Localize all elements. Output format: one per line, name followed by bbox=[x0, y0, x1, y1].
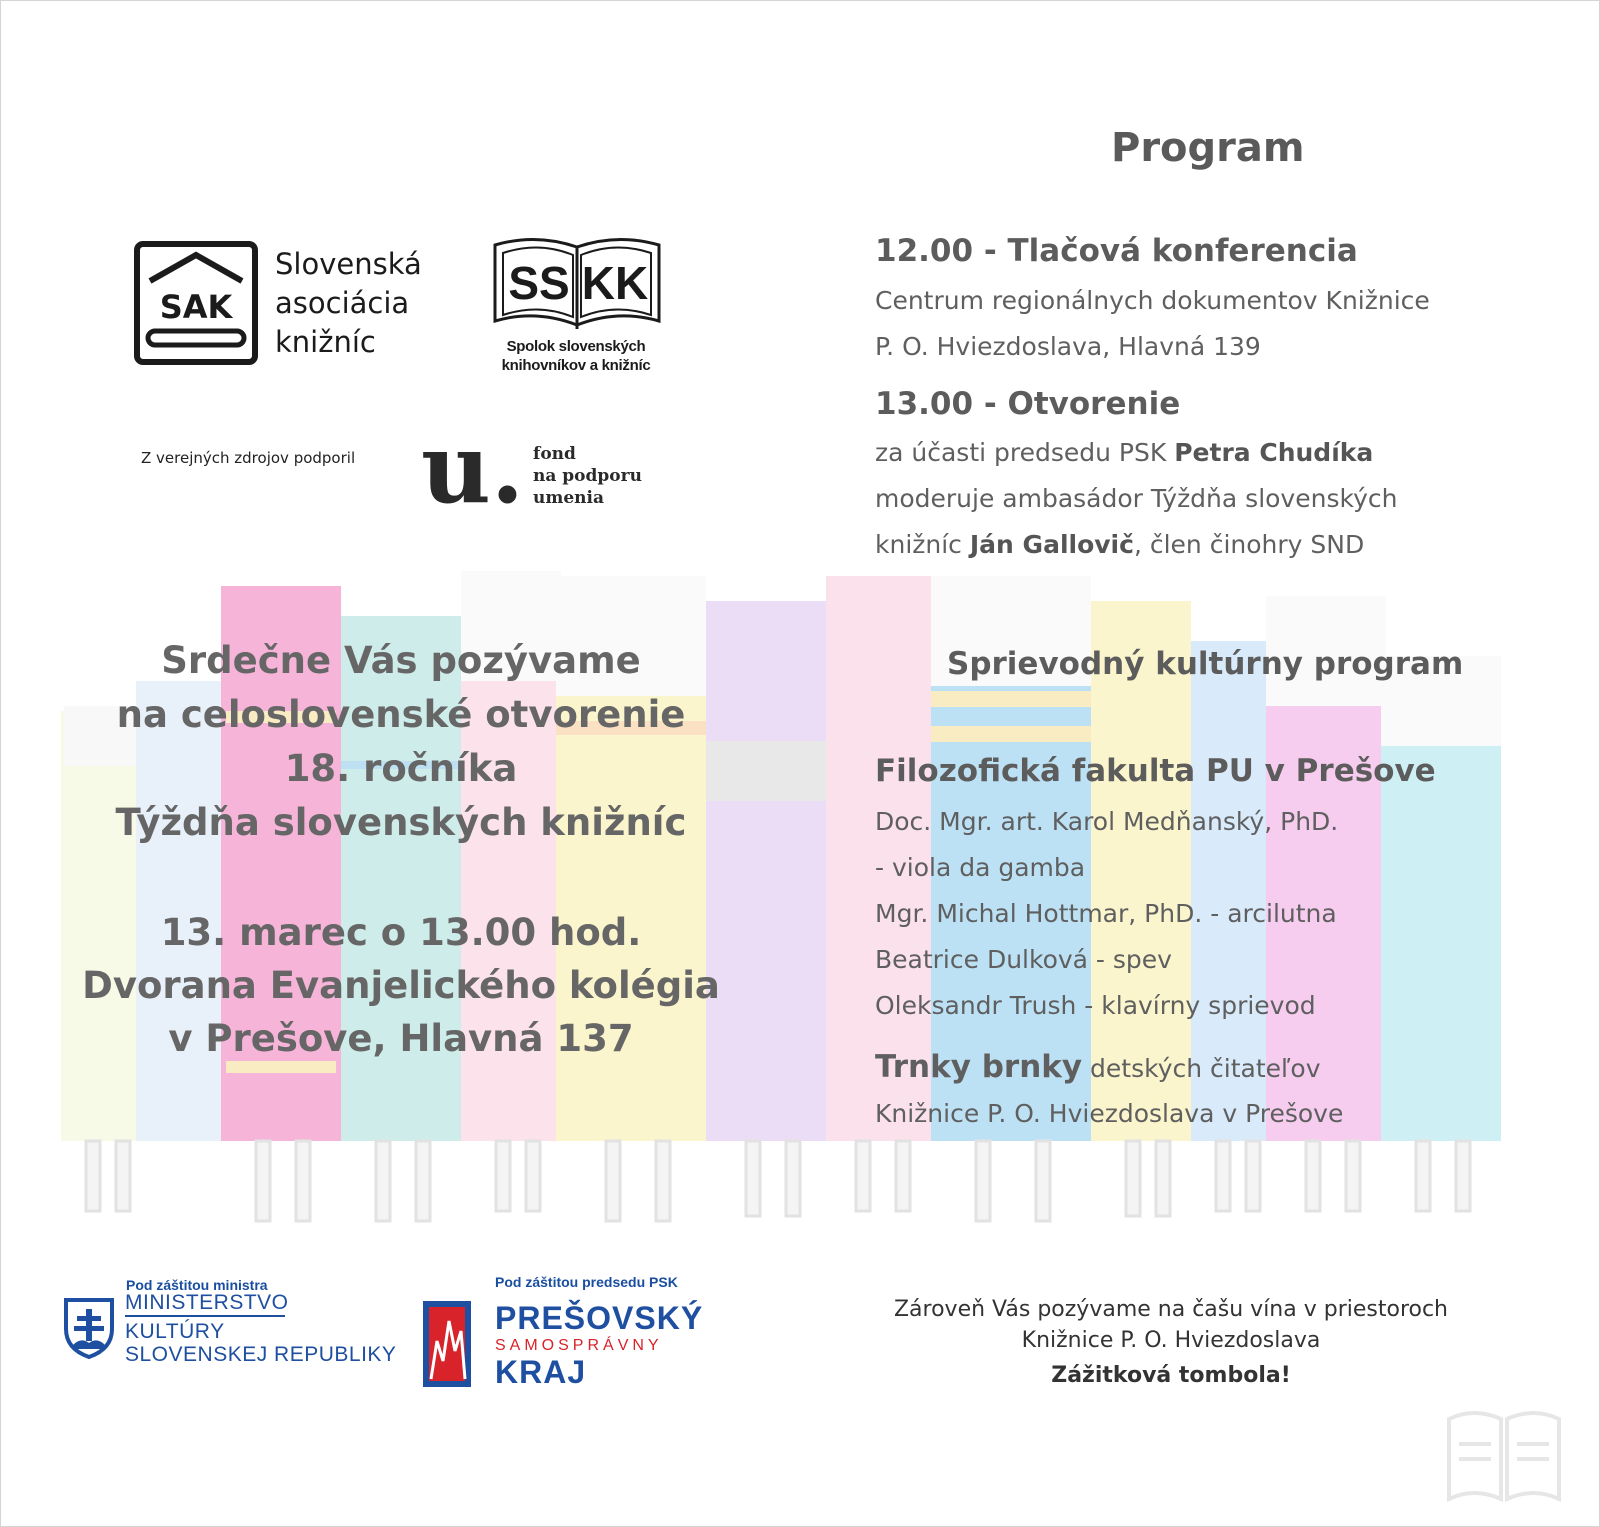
sak-house-icon bbox=[134, 241, 258, 365]
program-title: Program bbox=[1111, 125, 1305, 171]
ministry-name bbox=[125, 1291, 396, 1366]
performer-line: - viola da gamba bbox=[875, 853, 1086, 882]
event-venue: Dvorana Evanjelického kolégia bbox=[82, 964, 720, 1007]
event-venue: v Prešove, Hlavná 137 bbox=[168, 1017, 634, 1060]
invitation-line: na celoslovenské otvorenie bbox=[116, 693, 686, 736]
host-name: Ján Gallovič bbox=[969, 530, 1134, 559]
slovak-coat-of-arms-icon bbox=[63, 1297, 115, 1359]
invitation-line: Týždňa slovenských knižníc bbox=[115, 801, 687, 844]
psk-name-line: KRAJ bbox=[495, 1354, 587, 1390]
children-group-line bbox=[875, 1049, 1321, 1085]
psk-name bbox=[495, 1300, 704, 1390]
library-line: Knižnice P. O. Hviezdoslava v Prešove bbox=[875, 1099, 1344, 1128]
ministry-name-line: SLOVENSKEJ REPUBLIKY bbox=[125, 1343, 397, 1366]
program-item-opening-heading: 13.00 - Otvorenie bbox=[875, 386, 1181, 422]
program-item-press-line: P. O. Hviezdoslava, Hlavná 139 bbox=[875, 332, 1261, 361]
sak-mark-text: SAK bbox=[159, 288, 233, 326]
accompanying-title: Sprievodný kultúrny program bbox=[947, 646, 1464, 682]
event-date: 13. marec o 13.00 hod. bbox=[160, 911, 642, 954]
sskk-logo bbox=[491, 233, 681, 383]
closing-line: Zároveň Vás pozývame na čašu vína v priestoroch bbox=[893, 1297, 1449, 1322]
program-item-press-line: Centrum regionálnych dokumentov Knižnice bbox=[875, 286, 1430, 315]
fpu-mark: u. bbox=[421, 412, 525, 525]
text-fragment: detských čitateľov bbox=[1082, 1054, 1321, 1083]
program-item-press-heading: 12.00 - Tlačová konferencia bbox=[875, 233, 1358, 269]
performer-line: Doc. Mgr. art. Karol Medňanský, PhD. bbox=[875, 807, 1339, 836]
psk-name-line: SAMOSPRÁVNY bbox=[495, 1337, 663, 1354]
book-legs bbox=[86, 1141, 1470, 1221]
faculty-heading: Filozofická fakulta PU v Prešove bbox=[875, 753, 1436, 789]
psk-name-line: PREŠOVSKÝ bbox=[495, 1300, 704, 1336]
sskk-mark-left: SS bbox=[508, 257, 570, 309]
chairman-name: Petra Chudíka bbox=[1174, 438, 1374, 467]
sskk-caption-line: Spolok slovenských bbox=[506, 338, 646, 355]
program-item-opening-line: moderuje ambasádor Týždňa slovenských bbox=[875, 484, 1398, 513]
sskk-caption-line: knihovníkov a knižníc bbox=[501, 357, 651, 374]
sak-logo bbox=[134, 241, 439, 371]
performer-line: Oleksandr Trush - klavírny sprievod bbox=[875, 991, 1316, 1020]
children-group-name: Trnky brnky bbox=[875, 1049, 1083, 1085]
fpu-name-line: fond bbox=[533, 444, 576, 464]
closing-line: Knižnice P. O. Hviezdoslava bbox=[1021, 1328, 1321, 1353]
watermark-book-icon bbox=[1439, 1399, 1569, 1509]
ministry-name-line: MINISTERSTVO bbox=[125, 1291, 289, 1314]
sak-name-line: Slovenská bbox=[275, 247, 422, 281]
sak-name-line: asociácia bbox=[275, 286, 410, 320]
performer-line: Mgr. Michal Hottmar, PhD. - arcilutna bbox=[875, 899, 1337, 928]
sskk-book-icon bbox=[491, 233, 663, 335]
fpu-name-line: umenia bbox=[533, 488, 604, 508]
invitation-line: Srdečne Vás pozývame bbox=[161, 639, 641, 682]
program-item-opening-line bbox=[875, 438, 1373, 467]
fpu-name-line: na podporu bbox=[533, 466, 642, 486]
psk-emblem-icon bbox=[423, 1301, 471, 1387]
sak-name bbox=[275, 245, 422, 362]
sskk-mark-right: KK bbox=[581, 257, 649, 309]
ministry-logo bbox=[63, 1291, 397, 1381]
text-fragment: , člen činohry SND bbox=[1133, 530, 1365, 559]
performer-line: Beatrice Dulková - spev bbox=[875, 945, 1172, 974]
sak-name-line: knižníc bbox=[275, 325, 376, 359]
invitation-line: 18. ročníka bbox=[284, 747, 518, 790]
support-label: Z verejných zdrojov podporil bbox=[141, 449, 356, 467]
psk-logo bbox=[423, 1301, 743, 1391]
sskk-caption bbox=[471, 337, 681, 375]
psk-patron-label: Pod záštitou predsedu PSK bbox=[495, 1274, 678, 1290]
tombola-line: Zážitková tombola! bbox=[1051, 1363, 1291, 1388]
program-item-opening-line bbox=[875, 530, 1364, 559]
fpu-logo bbox=[421, 412, 671, 531]
minister-patron-label: Pod záštitou ministra bbox=[126, 1277, 268, 1293]
fpu-name bbox=[533, 443, 642, 509]
ministry-name-line: KULTÚRY bbox=[125, 1320, 225, 1343]
text-fragment: za účasti predsedu PSK bbox=[875, 438, 1175, 467]
text-fragment: knižníc bbox=[875, 530, 970, 559]
